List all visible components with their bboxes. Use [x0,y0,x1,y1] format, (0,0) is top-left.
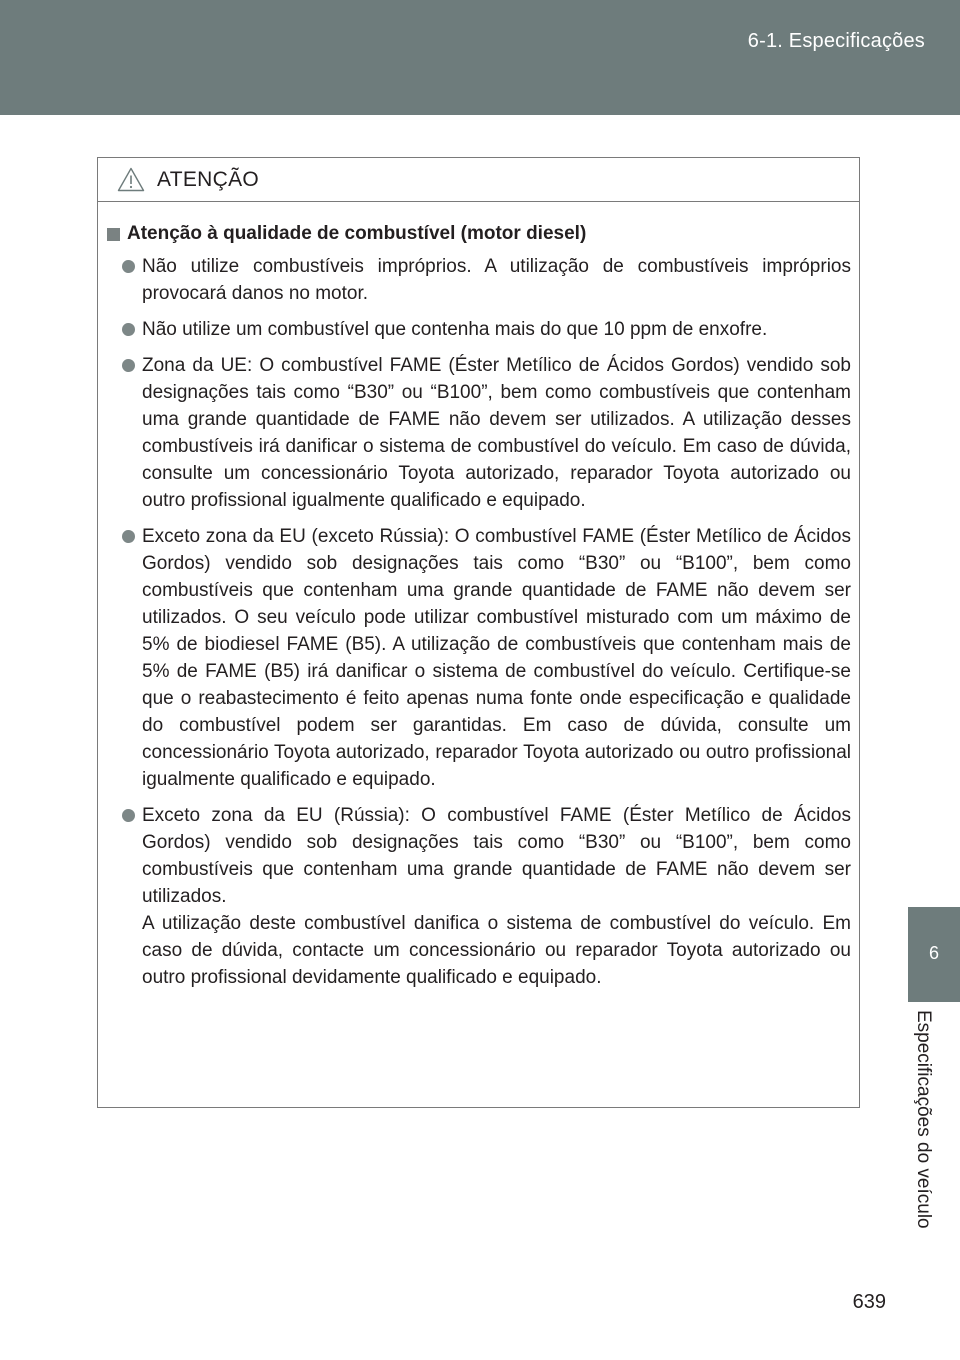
bullet-icon [122,323,135,336]
list-item-text: Não utilize um combustível que contenha mais do que 10 ppm de enxofre. [142,319,768,340]
list-item [107,352,851,514]
section-title: 6-1. Especificações [747,30,925,52]
warning-heading-text: Atenção à qualidade de combustível (motor diesel) [127,223,587,244]
header-band [0,0,960,115]
warning-box [97,157,860,1108]
chapter-number: 6 [928,943,939,963]
chapter-label: Especificações do veículo [913,1010,934,1229]
list-item [107,316,851,343]
list-item-text: Exceto zona da EU (exceto Rússia): O combustível FAME (Éster Metílico de Ácidos Gordos) vendido sob designações tais como “B30” ou “B100”, bem como combustíveis que contenham uma grande quantidade de FAME não devem ser utilizados. O seu veículo pode utilizar combustível misturado com um máximo de 5% de biodiesel FAME (B5). A utilização de combustíveis que contenham mais de 5% de FAME (B5) irá danificar o sistema de combustível do veículo. Certifique-se que o reabastecimento é feito apenas numa fonte onde especificação e qualidade do combustível podem ser garantidas. Em caso de dúvida, consulte um concessionário Toyota autorizado, reparador Toyota autorizado ou outro profissional igualmente qualificado e equipado. [142,526,851,790]
list-item-text: Exceto zona da EU (Rússia): O combustível FAME (Éster Metílico de Ácidos Gordos) vendido sob designações tais como “B30” ou “B100”, bem como combustíveis que contenham uma grande quantidade de FAME não devem ser utilizados. [142,805,851,907]
list-item [107,802,851,991]
warning-title: ATENÇÃO [157,168,260,191]
warning-heading [107,220,851,248]
bullet-icon [122,260,135,273]
page-number: 639 [852,1291,886,1313]
list-item-text: Não utilize combustíveis impróprios. A utilização de combustíveis impróprios provocará danos no motor. [142,256,851,304]
warning-body [98,202,859,991]
bullet-icon [122,809,135,822]
bullet-icon [122,359,135,372]
chapter-tab [908,907,960,1002]
list-item [107,253,851,307]
bullet-icon [122,530,135,543]
square-bullet-icon [107,228,120,241]
warning-triangle-icon [117,167,145,197]
list-item [107,523,851,793]
list-item-text: Zona da UE: O combustível FAME (Éster Metílico de Ácidos Gordos) vendido sob designações tais como “B30” ou “B100”, bem como combustíveis que contenham uma grande quantidade de FAME não devem ser utilizados. A utilização desses combustíveis irá danificar o sistema de combustível do veículo. Em caso de dúvida, consulte um concessionário Toyota autorizado, reparador Toyota autorizado ou outro profissional igualmente qualificado e equipado. [142,355,851,511]
list-item-text: A utilização deste combustível danifica o sistema de combustível do veículo. Em caso de dúvida, contacte um concessionário ou reparador Toyota autorizado ou outro profissional devidamente qualificado e equipado. [142,913,851,988]
warning-header [98,158,859,202]
